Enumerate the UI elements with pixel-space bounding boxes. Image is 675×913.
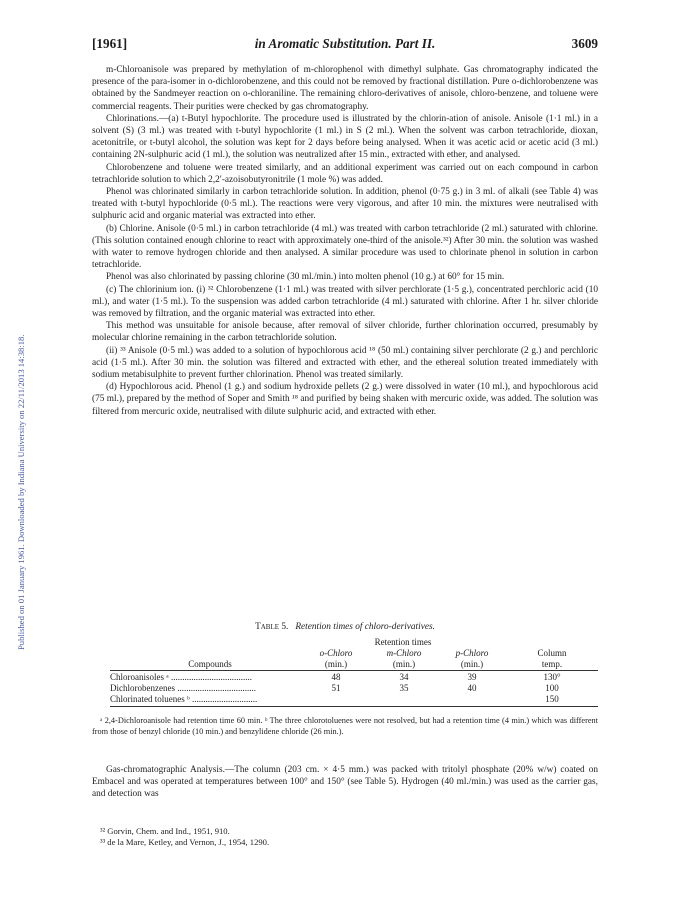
download-notice: Published on 01 January 1961. Downloaded by Indiana University on 22/11/2013 14:38:18. (16, 334, 26, 650)
paragraph: m-Chloroanisole was prepared by methylation of m-chlorophenol with dimethyl sulphate. Gas chromatography indicated the presence of the para-isomer in o-dichlorobenzene, and this could not be removed by fractional distillation. Pure o-dichlorobenzene was obtained by the Sandmeyer reaction on o-chloraniline. The remaining chloro-derivatives of anisole, chloro-benzene, and toluene were commercial reagents. Their purities were checked by gas chromatography. (92, 65, 598, 112)
cell-o: 51 (331, 683, 341, 694)
table-rule (110, 706, 598, 707)
table-row (110, 683, 598, 694)
paragraph: This method was unsuitable for anisole because, after removal of silver chloride, further chlorination occurred, presumably by molecular chlorine remaining in the carbon tetrachloride solution. (92, 321, 598, 344)
reference-item: ³² Gorvin, Chem. and Ind., 1951, 910. (100, 826, 230, 836)
row-compound: Chlorinated toluenes ᵇ ............................. (110, 693, 258, 704)
table-group-header: Retention times (374, 637, 432, 647)
running-header (92, 36, 598, 54)
row-compound: Dichlorobenzenes ................................... (110, 683, 256, 694)
table-row (110, 694, 598, 705)
col-subheader-temp: temp. (541, 658, 563, 669)
cell-p: 40 (467, 683, 477, 694)
footnote-text: ᵃ 2,4-Dichloroanisole had retention time 60 min. ᵇ The three chlorotoluenes were not resolved, but had a retention time (4 min.) which was different from those of benzyl chloride (10 min.) and benzylidene chloride (26 min.). (92, 716, 598, 736)
body-text-lower (92, 764, 598, 801)
references (92, 826, 598, 849)
table-title: Retention times of chloro-derivatives. (295, 622, 435, 632)
table-rule (110, 670, 598, 671)
col-header-compounds: Compounds (188, 658, 232, 669)
reference-item: ³³ de la Mare, Ketley, and Vernon, J., 1954, 1290. (100, 837, 270, 848)
paragraph: (c) The chlorinium ion. (i) ³² Chlorobenzene (1·1 ml.) was treated with silver perchlorate (1·5 g.), concentrated perchloric acid (10 ml.), and water (1·5 ml.). To the suspension was added carbon tetrachloride (4 ml.) saturated with chlorine. After 1 hr. silver chloride was removed by filtration, and the organic material was extracted into ether. (92, 284, 598, 320)
cell-p: 39 (467, 672, 477, 683)
paragraph: Chlorobenzene and toluene were treated similarly, and an additional experiment was carried out on each compound in carbon tetrachloride solution to which 2,2′-azoisobutyronitrile (1 mole %) was added. (92, 162, 598, 185)
col-header-p: p-Chloro (455, 647, 489, 658)
paragraph: Gas-chromatographic Analysis.—The column (203 cm. × 4·5 mm.) was packed with tritolyl phosphate (20% w/w) coated on Embacel and was operated at temperatures between 100° and 150° (see Table 5). Hydrogen (40 ml./min.) was used as the carrier gas, and detection was (92, 765, 598, 800)
table-row (110, 672, 598, 683)
body-text-upper (92, 64, 598, 418)
paragraph: (b) Chlorine. Anisole (0·5 ml.) in carbon tetrachloride (4 ml.) was treated with carbon tetrachloride (2 ml.) saturated with chlorine. (This solution contained enough chlorine to react with approximately one-third of the anisole.³²) After 30 min. the solution was washed with water to remove hydrogen chloride and then analysed. A similar procedure was used to chlorinate phenol in solution in carbon tetrachloride. (92, 223, 598, 271)
cell-temp: 100 (545, 683, 559, 694)
col-subheader-m: (min.) (392, 658, 416, 669)
download-watermark (0, 90, 26, 650)
table-header-row (110, 648, 598, 659)
col-header-o: o-Chloro (319, 647, 353, 658)
col-header-temp: Column (537, 647, 567, 658)
col-header-m: m-Chloro (386, 647, 422, 658)
header-title: in Aromatic Substitution. Part II. (254, 36, 436, 51)
row-compound: Chloroanisoles ᵃ .................................... (110, 672, 252, 683)
cell-m: 35 (399, 683, 409, 694)
table-caption (92, 622, 598, 632)
cell-temp: 150 (545, 693, 559, 704)
paragraph: Chlorinations.—(a) t-Butyl hypochlorite. The procedure used is illustrated by the chlorin-ation of anisole. Anisole (1·1 ml.) in a solvent (S) (3 ml.) was treated with t-butyl hypochlorite (1 ml.) in S (2 ml.). When the solvent was carbon tetrachloride, dioxan, acetonitrile, or t-butyl alcohol, the solution was kept for 2 days before being analysed. When it was acetic acid or acetic acid (3 ml.) containing 2N-sulphuric acid (1 ml.), the solution was neutralized after 15 min., extracted with ether, and analysed. (92, 113, 598, 161)
paragraph: Phenol was also chlorinated by passing chlorine (30 ml./min.) into molten phenol (10 g.) at 60° for 15 min. (106, 272, 505, 283)
retention-table (110, 637, 598, 708)
cell-o: 48 (331, 672, 341, 683)
cell-m: 34 (399, 672, 409, 683)
header-year: [1961] (92, 36, 128, 51)
table-footnote (92, 716, 598, 737)
paragraph: Phenol was chlorinated similarly in carbon tetrachloride solution. In addition, phenol (0·75 g.) in 3 ml. of alkali (see Table 4) was treated with t-butyl hypochloride (0·5 ml.). The reactions were very vigorous, and after 10 min. the mixtures were neutralised with sulphuric acid and organic material was extracted into ether. (92, 187, 598, 222)
table-subheader-row (110, 659, 598, 670)
paragraph: (ii) ³³ Anisole (0·5 ml.) was added to a solution of hypochlorous acid ¹⁸ (50 ml.) containing silver perchlorate (2 g.) and perchloric acid (1·5 ml.). After 30 min. the solution was filtered and extracted with ether, and the ethereal solution treated immediately with sodium metabisulphite to prevent further chlorination. Phenol was treated similarly. (92, 345, 598, 381)
cell-temp: 130° (543, 672, 561, 683)
col-subheader-o: (min.) (324, 658, 348, 669)
page-number: 3609 (571, 36, 598, 51)
table-group-header-row (110, 637, 598, 648)
col-subheader-p: (min.) (460, 658, 484, 669)
paragraph: (d) Hypochlorous acid. Phenol (1 g.) and sodium hydroxide pellets (2 g.) were dissolved in water (10 ml.), and hypochlorous acid (75 ml.), prepared by the method of Soper and Smith ¹⁸ and purified by being shaken with mercuric oxide, was added. The solution was filtered from mercuric oxide, neutralised with dilute sulphuric acid, and extracted with ether. (92, 382, 598, 417)
table-label: Table 5. (255, 622, 289, 632)
